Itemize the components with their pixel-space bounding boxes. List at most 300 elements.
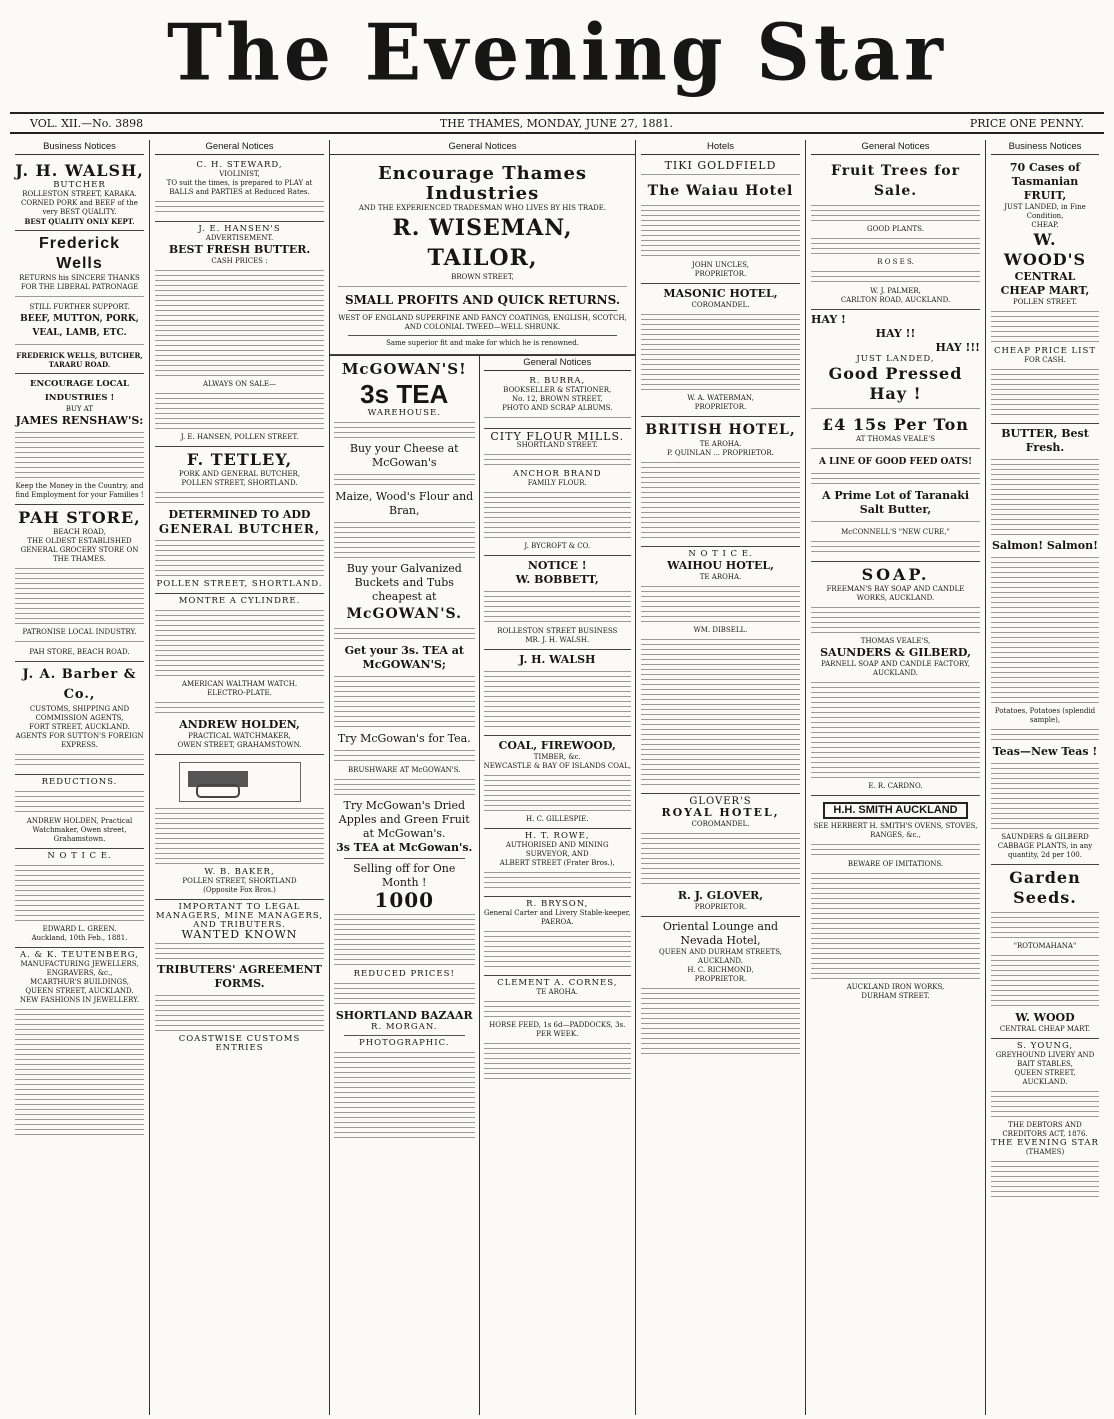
ad-line: CHEAP PRICE LIST — [993, 346, 1097, 356]
ad-city-flour-mills — [484, 429, 631, 556]
ad-line: DURHAM STREET. — [861, 992, 930, 1000]
ad-title: J. H. WALSH — [519, 653, 596, 666]
ad-line: JUST LANDED, — [856, 354, 935, 364]
ad-line: SHORTLAND BAZAAR — [335, 1009, 473, 1022]
ad-line: GENERAL BUTCHER, — [158, 522, 321, 536]
ad-line: GOOD PLANTS. — [867, 225, 924, 233]
ad-line: HAY !! — [875, 327, 916, 340]
ad-title: McGOWAN'S! — [341, 360, 467, 378]
ad-title: C. H. STEWARD, — [196, 160, 283, 170]
ad-hh-smith — [811, 796, 980, 1005]
text-block — [334, 912, 475, 968]
ad-waihou-hotel — [641, 547, 800, 794]
ad-line: W. BOBBETT, — [515, 573, 599, 586]
ad-line: WAIHOU HOTEL, — [667, 559, 774, 572]
price-list — [991, 457, 1099, 537]
ad-line: HAY !!! — [935, 341, 980, 354]
ad-line: COROMANDEL. — [691, 301, 750, 309]
ad-line: THOMAS VEALE'S, — [860, 637, 931, 645]
text-block — [484, 773, 631, 813]
ad-line: CHEAP. — [1031, 221, 1059, 229]
ad-line: AND THE EXPERIENCED TRADESMAN WHO LIVES BY HIS TRADE. — [358, 204, 607, 212]
ad-line: PHOTO AND SCRAP ALBUMS. — [502, 404, 613, 412]
ad-line: HORSE FEED, 1s 6d—PADDOCKS, 3s. PER WEEK. — [489, 1021, 626, 1038]
text-block — [641, 203, 800, 259]
ad-title: PAH STORE, — [18, 508, 141, 527]
ad-line: PARNELL SOAP AND CANDLE FACTORY, AUCKLAND. — [821, 660, 970, 677]
text-block — [811, 236, 980, 256]
ad-title: MONTRE A CYLINDRE. — [178, 596, 301, 606]
text-block — [155, 490, 324, 506]
ad-notice-green — [15, 849, 144, 948]
ad-line: BRUSHWARE AT McGOWAN'S. — [348, 766, 461, 774]
ad-title: R. BURRA, — [529, 376, 586, 386]
ad-walsh-notice — [484, 650, 631, 736]
ad-holden — [155, 594, 324, 755]
ad-line: FREEMAN'S BAY SOAP AND CANDLE WORKS, AUCKLAND. — [826, 585, 965, 602]
ad-line: CARLTON ROAD, AUCKLAND. — [840, 296, 951, 304]
text-block — [811, 680, 980, 780]
divider — [348, 310, 617, 311]
text-block — [484, 870, 631, 890]
ad-line: CENTRAL CHEAP MART. — [999, 1025, 1091, 1033]
ad-fruit-trees — [811, 158, 980, 310]
ad-tetley — [155, 447, 324, 594]
ad-line: ALBERT STREET (Frater Bros.), — [499, 859, 615, 867]
ad-line: PHOTOGRAPHIC. — [359, 1038, 450, 1048]
column-heading: Business Notices — [15, 140, 144, 155]
ad-line: RETURNS his SINCERE THANKS FOR THE LIBERAL PATRONAGE — [19, 274, 140, 291]
column-heading: General Notices — [155, 140, 324, 155]
text-block — [991, 953, 1099, 1009]
text-block — [991, 1159, 1099, 1199]
column-heading: Business Notices — [991, 140, 1099, 155]
text-block — [155, 199, 324, 215]
ad-line: Good Pressed Hay ! — [828, 364, 963, 403]
ad-title: A. & K. TEUTENBERG, — [20, 950, 139, 960]
ad-hay — [811, 310, 980, 562]
ad-line: JOHN UNCLES, — [692, 261, 749, 269]
ad-title: COAL, FIREWOOD, — [498, 739, 616, 752]
dateline — [10, 112, 1104, 134]
volume-number: VOL. XII.—No. 3898 — [30, 116, 144, 130]
ad-barber — [15, 662, 144, 775]
ad-line: Try McGowan's Dried Apples and Green Fruit at McGowan's. — [338, 799, 470, 840]
text-block — [641, 172, 800, 179]
price-list — [991, 727, 1099, 743]
ad-line: PROPRIETOR. — [694, 975, 747, 983]
text-block — [811, 471, 980, 487]
ad-waiau-hotel — [641, 158, 800, 284]
ad-line: POLLEN STREET, SHORTLAND. — [156, 579, 323, 589]
ad-hansen — [155, 222, 324, 447]
ad-line: NEW FASHIONS IN JEWELLERY. — [19, 996, 140, 1004]
ad-line: McGOWAN'S. — [346, 606, 462, 622]
ad-line: Selling off for One Month ! — [353, 862, 456, 889]
ad-line: CORNED PORK and BEEF of the very BEST QUALITY. — [21, 199, 138, 216]
ad-title: MASONIC HOTEL, — [663, 287, 778, 300]
ad-line: Keep the Money in the Country, and find Employment for your Families ! — [15, 482, 144, 499]
ad-wells — [15, 231, 144, 374]
ad-line: SMALL PROFITS AND QUICK RETURNS. — [344, 293, 621, 307]
ad-line: (Opposite Fox Bros.) — [203, 886, 276, 894]
text-block — [641, 831, 800, 887]
ad-line: BEST QUALITY ONLY KEPT. — [24, 217, 135, 226]
ad-line: ANDREW HOLDEN, — [179, 718, 300, 731]
ad-title: SOAP. — [861, 565, 930, 584]
ad-wiseman — [330, 158, 635, 355]
text-block — [641, 986, 800, 1056]
center-section — [330, 140, 636, 1415]
ad-line: The Waiau Hotel — [647, 183, 794, 199]
ad-baker — [155, 755, 324, 900]
ad-line: GREYHOUND LIVERY AND BAIT STABLES, — [995, 1051, 1095, 1068]
ad-line: DETERMINED TO ADD — [168, 508, 311, 521]
ad-line: AUCKLAND IRON WORKS, — [846, 983, 945, 991]
ad-steward — [155, 158, 324, 222]
rotated-ads — [641, 637, 800, 787]
text-block — [155, 538, 324, 578]
issue-date: THE THAMES, MONDAY, JUNE 27, 1881. — [439, 116, 674, 130]
text-block — [15, 752, 144, 768]
ad-line: OWEN STREET, GRAHAMSTOWN. — [177, 741, 302, 749]
ad-title: J. H. WALSH, — [15, 161, 144, 180]
ad-title: 70 Cases of Tasmanian FRUIT, — [1009, 161, 1081, 202]
text-block — [334, 777, 475, 797]
ad-young-stables — [991, 1039, 1099, 1205]
ad-line: TE AROHA. — [536, 988, 578, 996]
ad-teutenberg — [15, 948, 144, 1143]
text-block — [155, 391, 324, 431]
ad-line: FAMILY FLOUR. — [527, 479, 587, 487]
text-block — [484, 929, 631, 969]
price: PRICE ONE PENNY. — [969, 116, 1084, 130]
ad-line: WM. DIBSELL. — [693, 626, 748, 634]
ad-line: H. C. GILLESPIE. — [526, 815, 589, 823]
divider — [344, 1035, 465, 1036]
ad-line: CUSTOMS, SHIPPING AND COMMISSION AGENTS, — [29, 705, 130, 722]
text-block — [15, 789, 144, 815]
ad-line: BUTCHER — [53, 180, 106, 190]
ad-line: TE AROHA. — [699, 573, 742, 581]
ad-line: 3s TEA — [360, 379, 449, 409]
ad-line: BEWARE OF IMITATIONS. — [847, 860, 944, 868]
ad-title: IMPORTANT TO LEGAL MANAGERS, MINE MANAGERS, AND TRIBUTERS. — [155, 902, 324, 930]
column-7 — [986, 140, 1104, 1415]
ad-title: Fruit Trees for Sale. — [831, 163, 960, 199]
ad-pah-store — [15, 505, 144, 662]
newspaper-title: The Evening Star — [167, 7, 947, 99]
ad-line: POLLEN STREET. — [1012, 298, 1078, 306]
column-heading: Hotels — [641, 140, 800, 155]
ad-title: J. A. Barber & Co., — [22, 667, 137, 702]
ad-line: Auckland, 10th Feb., 1881. — [31, 934, 128, 942]
ad-line: POLLEN STREET, SHORTLAND — [182, 877, 297, 885]
ad-reductions — [15, 775, 144, 849]
ad-title: CLEMENT A. CORNES, — [497, 978, 618, 988]
hh-smith-logo: H.H. SMITH AUCKLAND — [823, 802, 967, 819]
ad-title: HAY ! — [811, 313, 846, 326]
ad-title: R. BRYSON, — [526, 899, 589, 909]
ad-line: WAREHOUSE. — [367, 408, 441, 418]
divider — [348, 335, 617, 336]
ad-british-hotel — [641, 417, 800, 547]
ad-line: SAUNDERS & GILBERD — [1001, 833, 1089, 841]
ad-soap — [811, 562, 980, 796]
text-block — [811, 842, 980, 858]
ad-line: BROWN STREET, — [451, 273, 514, 281]
ad-line: ALWAYS ON SALE— — [202, 380, 277, 388]
ad-line: ROLLESTON STREET BUSINESS — [497, 627, 618, 635]
text-block — [334, 420, 475, 440]
ad-line: TRIBUTERS' AGREEMENT FORMS. — [157, 963, 322, 990]
column-heading: General Notices — [484, 356, 631, 371]
price-list — [991, 761, 1099, 831]
ad-title: H. T. ROWE, — [524, 831, 590, 841]
text-block — [15, 639, 144, 646]
text-block — [334, 520, 475, 560]
ad-line: £4 15s Per Ton — [822, 415, 969, 434]
ad-line: A Prime Lot of Taranaki Salt Butter, — [821, 489, 970, 516]
ad-title: ENCOURAGE LOCAL INDUSTRIES ! — [30, 379, 129, 403]
text-block — [15, 566, 144, 626]
ad-line: BUY AT — [65, 405, 94, 413]
text-block — [484, 669, 631, 729]
ad-line: Get your 3s. TEA at McGOWAN'S; — [344, 644, 464, 671]
ad-line: AT THOMAS VEALE'S — [855, 435, 936, 443]
horse-carriage-illustration — [179, 762, 301, 802]
column-6 — [806, 140, 986, 1415]
ad-line: E. R. CARDNO. — [868, 782, 923, 790]
text-block — [15, 863, 144, 923]
text-block — [15, 430, 144, 480]
ad-line: POLLEN STREET, SHORTLAND. — [181, 479, 298, 487]
text-block — [811, 539, 980, 555]
ad-line: PORK AND GENERAL BUTCHER, — [178, 470, 301, 478]
ad-line: FORT STREET, AUCKLAND. — [29, 723, 130, 731]
ad-title: Encourage Thames Industries — [377, 163, 588, 204]
text-block — [334, 674, 475, 730]
divider — [344, 858, 465, 859]
ad-line: AUTHORISED AND MINING SURVEYOR, AND — [505, 841, 609, 858]
ad-line: THE OLDEST ESTABLISHED GENERAL GROCERY STORE ON THE THAMES. — [20, 537, 139, 563]
ad-line: ELECTRO-PLATE. — [207, 689, 272, 697]
ad-line: McCONNELL'S "NEW CURE," — [841, 528, 950, 536]
ad-walsh — [15, 158, 144, 231]
ad-line: MANUFACTURING JEWELLERS, ENGRAVERS, &c., — [20, 960, 139, 977]
ad-rowe — [484, 829, 631, 897]
ad-line: MR. J. H. WALSH. — [525, 636, 590, 644]
column-heading: General Notices — [330, 140, 635, 155]
ad-title: J. E. HANSEN'S — [198, 224, 281, 234]
columns — [10, 140, 1104, 1415]
ad-garden-seeds — [991, 865, 1099, 1039]
text-block — [484, 589, 631, 625]
text-block — [811, 446, 980, 453]
ad-line: PAH STORE, BEACH ROAD. — [29, 648, 130, 656]
ad-line: J. E. HANSEN, POLLEN STREET. — [180, 433, 299, 441]
text-block — [334, 626, 475, 642]
ad-line: COASTWISE CUSTOMS ENTRIES — [178, 1034, 301, 1053]
ad-line: SAUNDERS & GILBERD, — [820, 646, 971, 659]
ad-line: PROPRIETOR. — [694, 270, 747, 278]
text-block — [991, 1089, 1099, 1119]
ad-line: FOR CASH. — [1024, 356, 1066, 364]
text-block — [155, 941, 324, 961]
ad-line: PROPRIETOR. — [694, 903, 747, 911]
column-5 — [636, 140, 806, 1415]
ad-title: F. TETLEY, — [186, 450, 293, 469]
ad-title: Garden Seeds. — [1009, 868, 1081, 907]
ad-title: REDUCTIONS. — [41, 777, 118, 787]
text-block — [991, 309, 1099, 345]
ad-title: N O T I C E. — [688, 549, 753, 559]
column-4 — [480, 356, 635, 1415]
text-block — [484, 452, 631, 468]
ad-line: "ROTOMAHANA" — [1013, 942, 1077, 950]
ad-line: BEACH ROAD, — [53, 528, 106, 536]
text-block — [15, 1007, 144, 1137]
ad-line: ANCHOR BRAND — [512, 469, 602, 479]
ad-tributers — [155, 900, 324, 1057]
ad-line: 1000 — [374, 888, 435, 912]
ad-line: NEWCASTLE & BAY OF ISLANDS COAL, — [483, 762, 631, 770]
ad-line: BEEF, MUTTON, PORK, VEAL, LAMB, ETC. — [20, 314, 139, 338]
ad-title: W. B. BAKER, — [204, 867, 275, 877]
ad-wood-price-list — [991, 424, 1099, 865]
ad-line: R. WISEMAN, TAILOR, — [392, 215, 573, 271]
text-block — [811, 871, 980, 981]
text-block — [811, 269, 980, 285]
ad-line: QUEEN STREET, AUCKLAND. — [1014, 1069, 1076, 1086]
text-block — [155, 608, 324, 678]
text-block — [811, 519, 980, 526]
column-heading: General Notices — [811, 140, 980, 155]
ad-line: W. WOOD'S — [1003, 230, 1087, 269]
text-block — [484, 1041, 631, 1081]
ad-title: BRITISH HOTEL, — [645, 422, 796, 438]
ad-line: (THAMES) — [1025, 1148, 1065, 1156]
ad-line: ROLLESTON STREET, KARAKA. — [22, 190, 137, 198]
ad-line: STILL FURTHER SUPPORT. — [29, 303, 130, 311]
ad-line: Buy your Cheese at McGowan's — [349, 442, 459, 469]
ad-line: JUST LANDED, in Fine Condition, — [1004, 203, 1086, 220]
ad-line: THE EVENING STAR — [991, 1138, 1099, 1148]
ad-title: Oriental Lounge and Nevada Hotel, — [662, 920, 779, 947]
text-block — [811, 605, 980, 635]
ad-title: S. YOUNG, — [1016, 1041, 1074, 1051]
text-block — [484, 999, 631, 1019]
text-block — [641, 312, 800, 392]
ad-line: W. J. PALMER, — [870, 287, 921, 295]
ad-line: SEE HERBERT H. SMITH'S OVENS, STOVES, RANGES, &c., — [813, 822, 978, 839]
ad-line: QUEEN AND DURHAM STREETS, AUCKLAND. — [659, 948, 782, 965]
ad-line: Teas—New Teas ! — [992, 745, 1098, 758]
ad-bobbett — [484, 556, 631, 650]
ad-wood-fruit — [991, 158, 1099, 424]
ad-line: Salmon! Salmon! — [992, 539, 1098, 552]
ad-line: ANDREW HOLDEN, Practical Watchmaker, Owen street, Grahamstown. — [26, 817, 133, 843]
ad-title: BUTTER, Best Fresh. — [1001, 427, 1089, 454]
ad-line: 3s TEA at McGowan's. — [336, 841, 473, 854]
ad-line: AMERICAN WALTHAM WATCH. — [181, 680, 298, 688]
ad-line: General Carter and Livery Stable-keeper, PAEROA. — [483, 909, 631, 926]
ad-title: NOTICE ! — [527, 559, 587, 572]
ad-cornes — [484, 976, 631, 1087]
ad-line: H. C. RICHMOND, — [687, 966, 754, 974]
ad-mcgowan — [334, 356, 475, 1146]
text-block — [155, 806, 324, 866]
ad-glovers-hotel — [641, 794, 800, 917]
ad-line: CENTRAL CHEAP MART, — [1000, 270, 1090, 297]
ad-coal-firewood — [484, 736, 631, 829]
ad-renshaw — [15, 374, 144, 505]
ad-line: R. MORGAN. — [371, 1022, 438, 1032]
ad-title: N O T I C E. — [47, 851, 112, 861]
ad-line: R O S E S. — [877, 258, 914, 266]
ad-line: ADVERTISEMENT. — [205, 234, 274, 242]
ad-line: R. J. GLOVER, — [677, 889, 764, 902]
masthead — [0, 0, 1114, 108]
ad-burra — [484, 374, 631, 429]
ad-title: CITY FLOUR MILLS. — [490, 430, 625, 443]
ad-line: W. WOOD — [1015, 1011, 1075, 1024]
ad-line: Maize, Wood's Flour and Bran, — [335, 490, 474, 517]
ad-line: P. QUINLAN ... PROPRIETOR. — [667, 449, 774, 457]
ad-line: BEST FRESH BUTTER. — [168, 243, 311, 256]
ad-line: FREDERICK WELLS, BUTCHER, TARARU ROAD. — [16, 351, 143, 369]
price-list — [991, 555, 1099, 705]
text-block — [15, 294, 144, 301]
text-block — [334, 472, 475, 488]
ad-line: J. BYCROFT & CO. — [524, 542, 591, 550]
ad-line: VIOLINIST, — [219, 170, 260, 178]
ad-line: COROMANDEL. — [691, 820, 750, 828]
text-block — [338, 284, 627, 291]
ad-line: AGENTS FOR SUTTON'S FOREIGN EXPRESS. — [15, 732, 144, 749]
column-1 — [10, 140, 150, 1415]
ad-line: Try McGowan's for Tea. — [337, 732, 471, 745]
ad-masonic-hotel — [641, 284, 800, 417]
column-2 — [150, 140, 330, 1415]
ad-line: A LINE OF GOOD FEED OATS! — [818, 457, 973, 467]
ad-line: TE AROHA. — [699, 440, 742, 448]
ad-line: JAMES RENSHAW'S: — [15, 414, 144, 427]
ad-line: TIMBER, &c. — [533, 753, 581, 761]
ad-line: WEST OF ENGLAND SUPERFINE AND FANCY COATINGS, ENGLISH, SCOTCH, AND COLONIAL TWEED—WELL SHRUNK. — [338, 314, 627, 331]
ad-line: WANTED KNOWN — [181, 928, 298, 941]
text-block — [334, 748, 475, 764]
ad-line: BOOKSELLER & STATIONER, — [503, 386, 612, 394]
text-block — [641, 584, 800, 624]
ad-line: MCARTHUR'S BUILDINGS, QUEEN STREET, AUCKLAND. — [25, 978, 134, 995]
column-3 — [330, 356, 480, 1415]
text-block — [155, 700, 324, 716]
text-block — [641, 460, 800, 540]
ad-line: ROYAL HOTEL, — [661, 806, 780, 819]
ad-line: REDUCED PRICES! — [353, 969, 455, 979]
ad-title: GLOVER'S — [689, 796, 752, 807]
ad-line: Buy your Galvanized Buckets and Tubs cheapest at — [346, 562, 462, 603]
ad-line: Same superior fit and make for which he is renowned. — [386, 339, 579, 347]
ad-line: W. A. WATERMAN, — [687, 394, 754, 402]
text-block — [155, 993, 324, 1033]
ad-line: EDWARD L. GREEN. — [42, 925, 117, 933]
text-block — [484, 415, 631, 422]
price-list — [155, 268, 324, 378]
ad-line: No. 12, BROWN STREET, — [511, 395, 603, 403]
ad-title: Frederick Wells — [38, 235, 121, 272]
